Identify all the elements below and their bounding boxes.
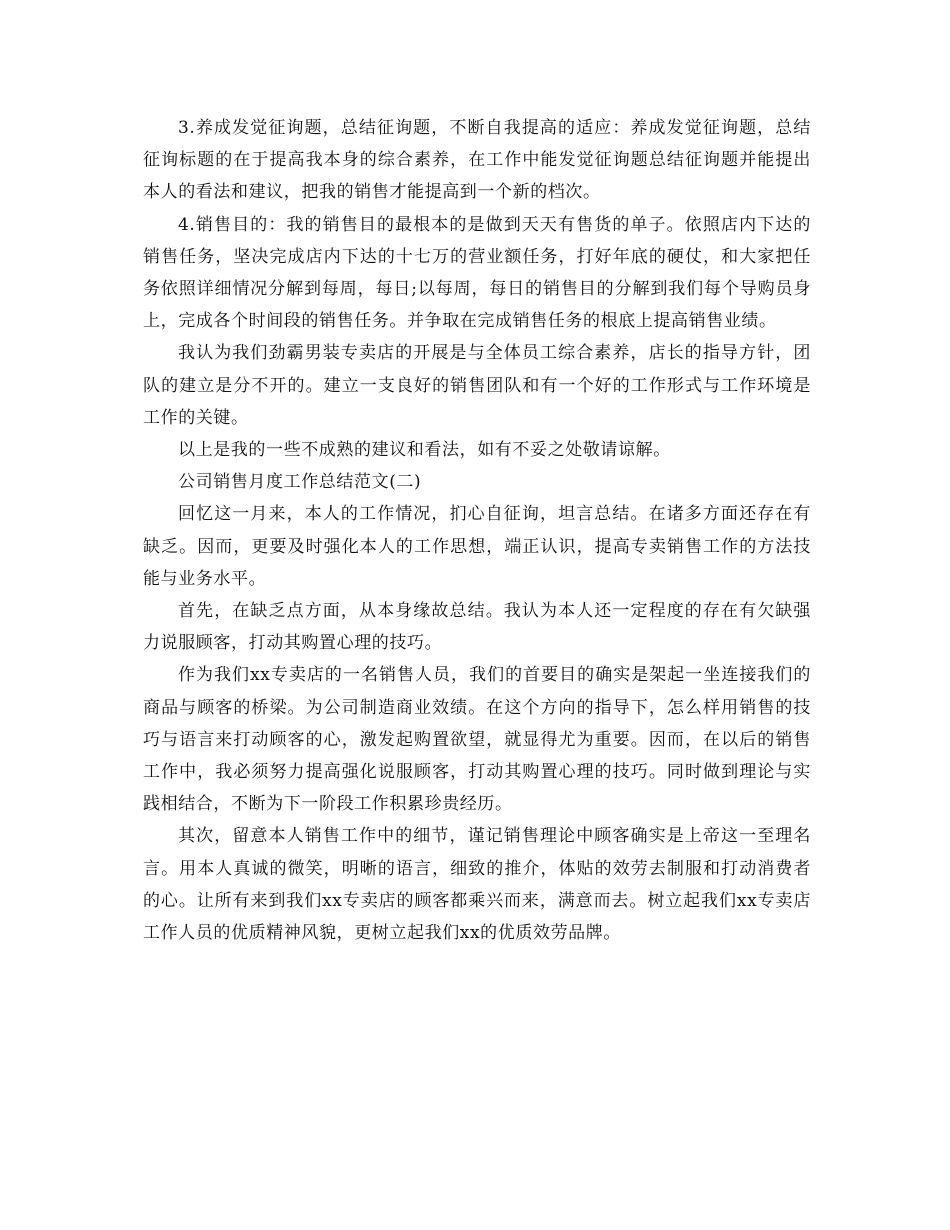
paragraph-review: 回忆这一月来，本人的工作情况，扪心自征询，坦言总结。在诸多方面还存在有缺乏。因而，更要及时强化本人的工作思想，端正认识，提高专卖销售工作的方法技能与业务水平。: [143, 504, 811, 589]
paragraph-point-4: 4.销售目的：我的销售目的最根本的是做到天天有售货的单子。依照店内下达的销售任务，坚决完成店内下达的十七万的营业额任务，打好年底的硬仗，和大家把任务依照详细情况分解到每周，每日;以每周，每日的销售目的分解到我们每个导购员身上，完成各个时间段的销售任务。并争取在完成销售任务的根底上提高销售业绩。: [143, 214, 811, 332]
paragraph-role: 作为我们xx专卖店的一名销售人员，我们的首要目的确实是架起一坐连接我们的商品与顾客的桥梁。为公司制造商业效绩。在这个方向的指导下，怎么样用销售的技巧与语言来打动顾客的心，激发起购置欲望，就显得尤为重要。因而，在以后的销售工作中，我必须努力提高强化说服顾客，打动其购置心理的技巧。同时做到理论与实践相结合，不断为下一阶段工作积累珍贵经历。: [143, 665, 811, 815]
paragraph-first: 首先，在缺乏点方面，从本身缘故总结。我认为本人还一定程度的存在有欠缺强力说服顾客，打动其购置心理的技巧。: [143, 601, 811, 654]
section-heading: 公司销售月度工作总结范文(二): [178, 472, 422, 493]
paragraph-second: 其次，留意本人销售工作中的细节，谨记销售理论中顾客确实是上帝这一至理名言。用本人真诚的微笑，明晰的语言，细致的推介，体贴的效劳去制服和打动消费者的心。让所有来到我们xx专卖店的顾客都乘兴而来，满意而去。树立起我们xx专卖店工作人员的优质精神风貌，更树立起我们xx的优质效劳品牌。: [143, 826, 811, 944]
document-body: [143, 112, 811, 949]
paragraph-point-3: 3.养成发觉征询题，总结征询题，不断自我提高的适应：养成发觉征询题，总结征询标题的在于提高我本身的综合素养，在工作中能发觉征询题总结征询题并能提出本人的看法和建议，把我的销售才能提高到一个新的档次。: [143, 118, 811, 203]
paragraph-team: 我认为我们劲霸男装专卖店的开展是与全体员工综合素养，店长的指导方针，团队的建立是分不开的。建立一支良好的销售团队和有一个好的工作形式与工作环境是工作的关键。: [143, 343, 811, 428]
paragraph-closing: 以上是我的一些不成熟的建议和看法，如有不妥之处敬请谅解。: [178, 440, 671, 461]
